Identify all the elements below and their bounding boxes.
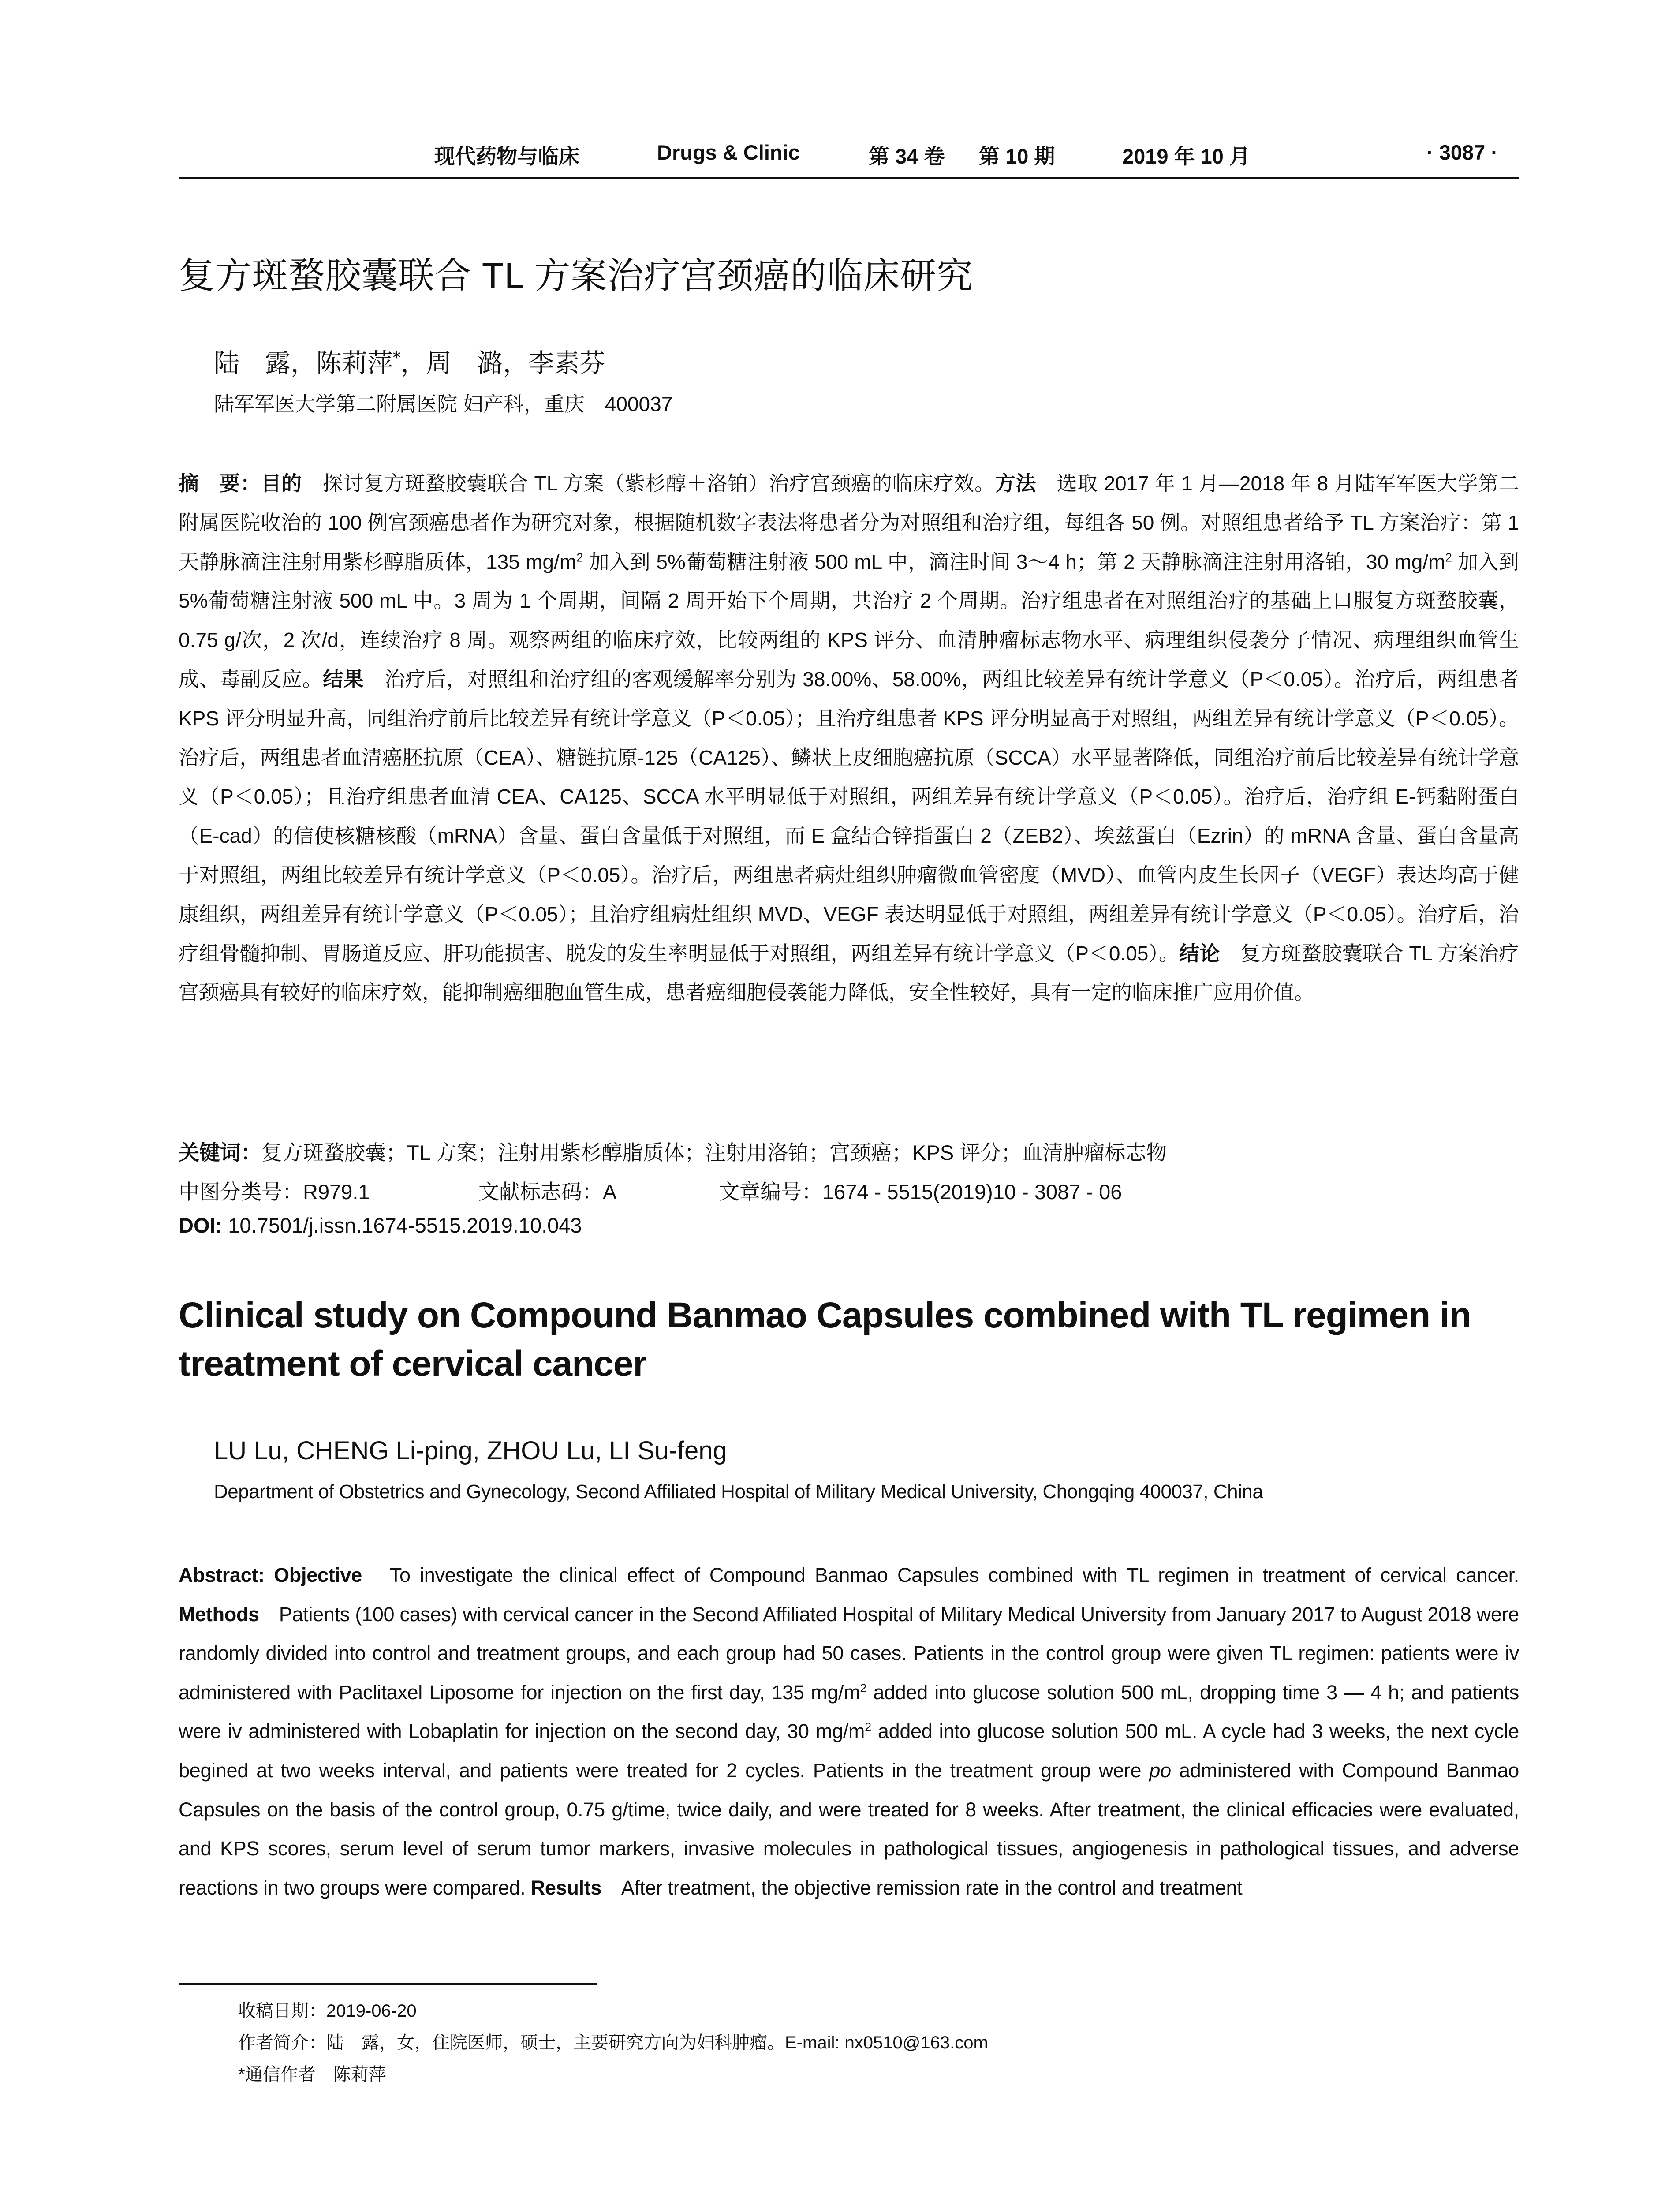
en-po-term: po [1149,1759,1171,1782]
received-date: 收稿日期：2019-06-20 [238,2001,417,2021]
cn-affiliation: 陆军军医大学第二附属医院 妇产科，重庆 400037 [214,392,673,415]
cn-article-title: 复方斑蝥胶囊联合 TL 方案治疗宫颈癌的临床研究 [179,256,974,296]
cn-keywords [179,1136,1519,1166]
journal-name-en: Drugs & Clinic [657,141,800,164]
en-methods-text-3: added into glucose solution 500 mL. A cycle had 3 weeks, the next cycle begined at two weeks interval, and patients were treated for 2 cycles. Patients in the treatment group were [179,1720,1519,1782]
en-objective-text: To investigate the clinical effect of Compound Banmao Capsules combined with TL regimen in treatment of cervical cancer. [362,1564,1519,1586]
en-results-label: Results [530,1876,602,1899]
journal-name-cn: 现代药物与临床 [434,145,579,169]
article-id: 文章编号：1674 - 5515(2019)10 - 3087 - 06 [719,1180,1122,1203]
keywords-label: 关键词： [179,1141,261,1164]
cn-methods-label: 方法 [995,472,1036,495]
volume-number: 第 34 卷 [869,145,945,168]
page-number: · 3087 · [1426,141,1498,164]
en-article-title: Clinical study on Compound Banmao Capsules combined with TL regimen in treatment of cervical cancer [179,1295,1471,1384]
cn-abstract [179,464,1519,1012]
en-methods-text: Patients (100 cases) with cervical cancer in the Second Affiliated Hospital of Military Medical University from January 2017 to August 2018 were randomly divided into control and treatment groups, and each group had 50 cases. Patients in the control group were given TL regimen: patients were iv administered with Paclitaxel Liposome for injection on the first day, 135 mg/m [179,1603,1519,1704]
cn-authors-part2: ，周 潞，李素芬 [400,348,605,378]
en-abstract [179,1556,1519,1907]
cn-results-label: 结果 [323,667,364,691]
author-bio: 作者简介：陆 露，女，住院医师，硕士，主要研究方向为妇科肿瘤。E-mail: nx0510@163.com [238,2033,988,2052]
cn-conclusion-label: 结论 [1179,942,1220,965]
cn-methods-text-3: 加入到 5%葡萄糖注射液 500 mL 中。3 周为 1 个周期，间隔 2 周开始下个周期，共治疗 2 个周期。治疗组患者在对照组治疗的基础上口服复方斑蝥胶囊，0.75 g/次，2 次/d，连续治疗 8 周。观察两组的临床疗效，比较两组的 KPS 评分、血清肿瘤标志物水平、病理组织侵袭分子情况、病理组织血管生成、毒副反应。 [179,550,1519,691]
issue-number: 第 10 期 [979,145,1055,168]
en-methods-sup2: 2 [865,1720,871,1734]
cn-methods-text: 选取 2017 年 1 月—2018 年 8 月陆军军医大学第二附属医院收治的 100 例宫颈癌患者作为研究对象，根据随机数字表法将患者分为对照组和治疗组，每组各 50 例。对照组患者给予 TL 方案治疗：第 1 天静脉滴注注射用紫杉醇脂质体，135 mg/m [179,472,1519,573]
header-rule [179,177,1519,179]
clc-number: 中图分类号：R979.1 [179,1180,370,1203]
cn-author-list [214,342,605,379]
en-methods-label: Methods [179,1603,259,1626]
cn-abstract-label: 摘 要： [179,472,261,495]
corresponding-mark: * [393,349,401,367]
keywords-text: 复方斑蝥胶囊；TL 方案；注射用紫杉醇脂质体；注射用洛铂；宫颈癌；KPS 评分；血清肿瘤标志物 [261,1141,1167,1164]
cn-results-text: 治疗后，对照组和治疗组的客观缓解率分别为 38.00%、58.00%，两组比较差异有统计学意义（P＜0.05）。治疗后，两组患者 KPS 评分明显升高，同组治疗前后比较差异有统计学意义（P＜0.05）；且治疗组患者 KPS 评分明显高于对照组，两组差异有统计学意义（P＜0.05）。治疗后，两组患者血清癌胚抗原（CEA）、糖链抗原-125（CA125）、鳞状上皮细胞癌抗原（SCCA）水平显著降低，同组治疗前后比较差异有统计学意义（P＜0.05）；且治疗组患者血清 CEA、CA125、SCCA 水平明显低于对照组，两组差异有统计学意义（P＜0.05）。治疗后，治疗组 E-钙黏附蛋白（E-cad）的信使核糖核酸（mRNA）含量、蛋白含量低于对照组，而 E 盒结合锌指蛋白 2（ZEB2）、埃兹蛋白（Ezrin）的 mRNA 含量、蛋白含量高于对照组，两组比较差异有统计学意义（P＜0.05）。治疗后，两组患者病灶组织肿瘤微血管密度（MVD）、血管内皮生长因子（VEGF）表达均高于健康组织，两组差异有统计学意义（P＜0.05）；且治疗组病灶组织 MVD、VEGF 表达明显低于对照组，两组差异有统计学意义（P＜0.05）。治疗后，治疗组骨髓抑制、胃肠道反应、肝功能损害、脱发的发生率明显低于对照组，两组差异有统计学意义（P＜0.05）。 [179,667,1519,965]
footnote-rule [179,1983,597,1984]
cn-objective-text: 探讨复方斑蝥胶囊联合 TL 方案（紫杉醇＋洛铂）治疗宫颈癌的临床疗效。 [302,472,995,495]
en-abstract-label: Abstract: Objective [179,1564,362,1586]
doi-value: 10.7501/j.issn.1674-5515.2019.10.043 [222,1214,582,1237]
cn-authors-part1: 陆 露，陈莉萍 [214,348,393,378]
cn-objective-label: 目的 [261,472,302,495]
cn-methods-text-2: 加入到 5%葡萄糖注射液 500 mL 中，滴注时间 3～4 h；第 2 天静脉滴注注射用洛铂，30 mg/m [583,550,1445,573]
cn-methods-sup1: 2 [576,550,583,564]
en-results-text: After treatment, the objective remission rate in the control and treatment [601,1876,1243,1899]
en-methods-text-4: administered with Compound Banmao Capsules on the basis of the control group, 0.75 g/time, twice daily, and were treated for 8 weeks. After treatment, the clinical efficacies were evaluated, and KPS scores, serum level of serum tumor markers, invasive molecules in pathological tissues, angiogenesis in pathological tissues, and adverse reactions in two groups were compared. [179,1759,1519,1899]
issue-date: 2019 年 10 月 [1122,145,1251,168]
doi-line [179,1213,582,1237]
en-methods-text-2: added into glucose solution 500 mL, dropping time 3 — 4 h; and patients were iv administered with Lobaplatin for injection on the second day, 30 mg/m [179,1681,1519,1743]
en-methods-sup1: 2 [860,1681,867,1695]
running-header [179,140,1519,176]
en-author-list: LU Lu, CHENG Li-ping, ZHOU Lu, LI Su-feng [214,1436,727,1465]
corresponding-author: *通信作者 陈莉萍 [238,2065,386,2084]
cn-methods-sup2: 2 [1445,550,1452,564]
en-affiliation: Department of Obstetrics and Gynecology, Second Affiliated Hospital of Military Medical University, Chongqing 400037, China [214,1481,1263,1502]
doi-label: DOI: [179,1214,223,1237]
classification-line [179,1176,1519,1202]
cn-conclusion-text: 复方斑蝥胶囊联合 TL 方案治疗宫颈癌具有较好的临床疗效，能抑制癌细胞血管生成，患者癌细胞侵袭能力降低，安全性较好，具有一定的临床推广应用价值。 [179,942,1519,1004]
document-code: 文献标志码：A [478,1180,617,1203]
